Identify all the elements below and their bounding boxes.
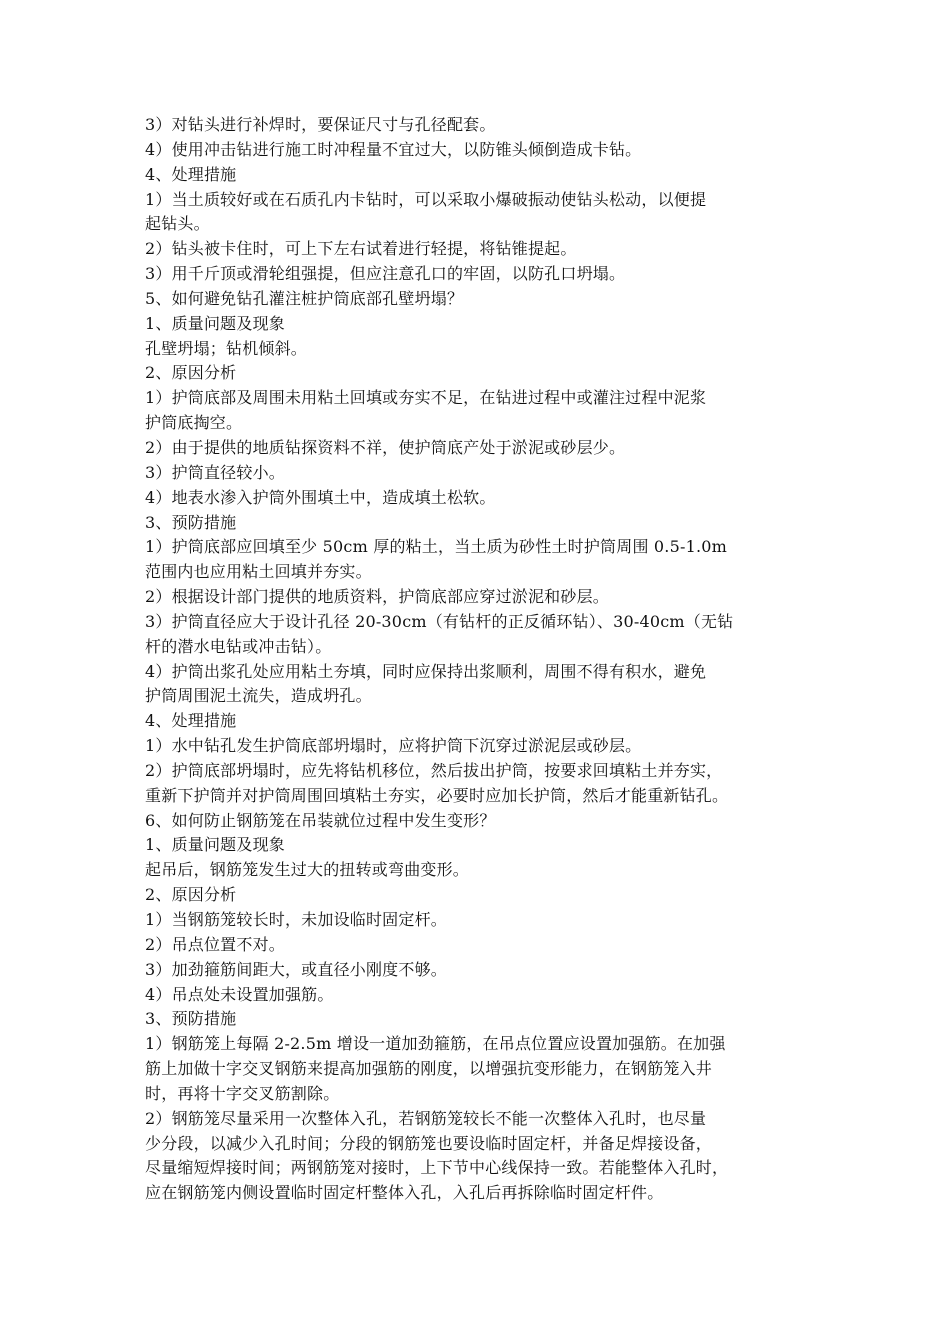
text-line: 2）钢筋笼尽量采用一次整体入孔，若钢筋笼较长不能一次整体入孔时，也尽量 <box>145 1108 707 1128</box>
text-line: 2）钻头被卡住时，可上下左右试着进行轻提，将钻锥提起。 <box>145 239 577 259</box>
text-line: 1）当钢筋笼较长时，未加设临时固定杆。 <box>145 910 447 929</box>
text-line: 2）根据设计部门提供的地质资料，护筒底部应穿过淤泥和砂层。 <box>145 587 609 607</box>
text-line: 3）护筒直径应大于设计孔径 20-30cm（有钻杆的正反循环钻）、30-40cm（无钻 <box>145 611 734 631</box>
text-line: 起吊后，钢筋笼发生过大的扭转或弯曲变形。 <box>145 860 470 880</box>
document-body <box>145 113 810 1206</box>
text-line: 护筒周围泥土流失，造成坍孔。 <box>145 686 372 706</box>
text-line: 4、处理措施 <box>145 711 237 731</box>
text-line: 尽量缩短焊接时间；两钢筋笼对接时，上下节中心线保持一致。若能整体入孔时， <box>145 1158 729 1178</box>
text-line: 6、如何防止钢筋笼在吊装就位过程中发生变形？ <box>145 810 496 830</box>
text-line: 孔壁坍塌；钻机倾斜。 <box>145 338 308 358</box>
text-line: 2、原因分析 <box>145 885 237 905</box>
text-line: 1）水中钻孔发生护筒底部坍塌时，应将护筒下沉穿过淤泥层或砂层。 <box>145 736 642 756</box>
text-line: 2）护筒底部坍塌时，应先将钻机移位，然后拔出护筒，按要求回填粘土并夯实， <box>145 760 723 780</box>
text-line: 5、如何避免钻孔灌注桩护筒底部孔壁坍塌？ <box>145 288 464 308</box>
text-line: 3、预防措施 <box>145 1009 237 1029</box>
text-line: 应在钢筋笼内侧设置临时固定杆整体入孔，入孔后再拆除临时固定杆件。 <box>145 1183 664 1203</box>
text-line: 起钻头。 <box>145 214 210 234</box>
text-line: 护筒底掏空。 <box>145 413 243 433</box>
text-line: 重新下护筒并对护筒周围回填粘土夯实，必要时应加长护筒，然后才能重新钻孔。 <box>145 785 729 805</box>
text-line: 杆的潜水电钻或冲击钻）。 <box>145 636 332 656</box>
text-line: 4、处理措施 <box>145 164 237 184</box>
text-line: 3）护筒直径较小。 <box>145 462 285 482</box>
text-line: 2）吊点位置不对。 <box>145 934 285 954</box>
text-line: 1、质量问题及现象 <box>145 313 285 333</box>
text-line: 4）吊点处未设置加强筋。 <box>145 984 334 1004</box>
text-line: 少分段，以减少入孔时间；分段的钢筋笼也要设临时固定杆，并备足焊接设备， <box>145 1133 713 1153</box>
text-line: 3）加劲箍筋间距大，或直径小刚度不够。 <box>145 959 447 979</box>
text-line: 3）用千斤顶或滑轮组强提，但应注意孔口的牢固，以防孔口坍塌。 <box>145 264 626 284</box>
text-line: 1）护筒底部及周围未用粘土回填或夯实不足，在钻进过程中或灌注过程中泥浆 <box>145 388 707 408</box>
text-line: 时，再将十字交叉筋割除。 <box>145 1083 340 1103</box>
text-line: 3）对钻头进行补焊时，要保证尺寸与孔径配套。 <box>145 115 496 134</box>
text-line: 4）使用冲击钻进行施工时冲程量不宜过大，以防锥头倾倒造成卡钻。 <box>145 139 642 159</box>
text-line: 筋上加做十字交叉钢筋来提高加强筋的刚度，以增强抗变形能力，在钢筋笼入井 <box>145 1059 713 1079</box>
text-line: 1）钢筋笼上每隔 2-2.5m 增设一道加劲箍筋，在吊点位置应设置加强筋。在加强 <box>145 1034 726 1054</box>
text-line: 4）地表水渗入护筒外围填土中，造成填土松软。 <box>145 487 496 507</box>
text-line: 1）当土质较好或在石质孔内卡钻时，可以采取小爆破振动使钻头松动，以便提 <box>145 189 707 209</box>
text-line: 范围内也应用粘土回填并夯实。 <box>145 562 372 582</box>
text-line: 2、原因分析 <box>145 363 237 383</box>
text-line: 2）由于提供的地质钻探资料不祥，使护筒底产处于淤泥或砂层少。 <box>145 437 626 457</box>
text-line: 1、质量问题及现象 <box>145 835 285 855</box>
text-line: 3、预防措施 <box>145 512 237 532</box>
text-line: 4）护筒出浆孔处应用粘土夯填，同时应保持出浆顺利，周围不得有积水，避免 <box>145 661 707 681</box>
text-line: 1）护筒底部应回填至少 50cm 厚的粘土，当土质为砂性土时护筒周围 0.5-1.0m <box>145 537 727 557</box>
